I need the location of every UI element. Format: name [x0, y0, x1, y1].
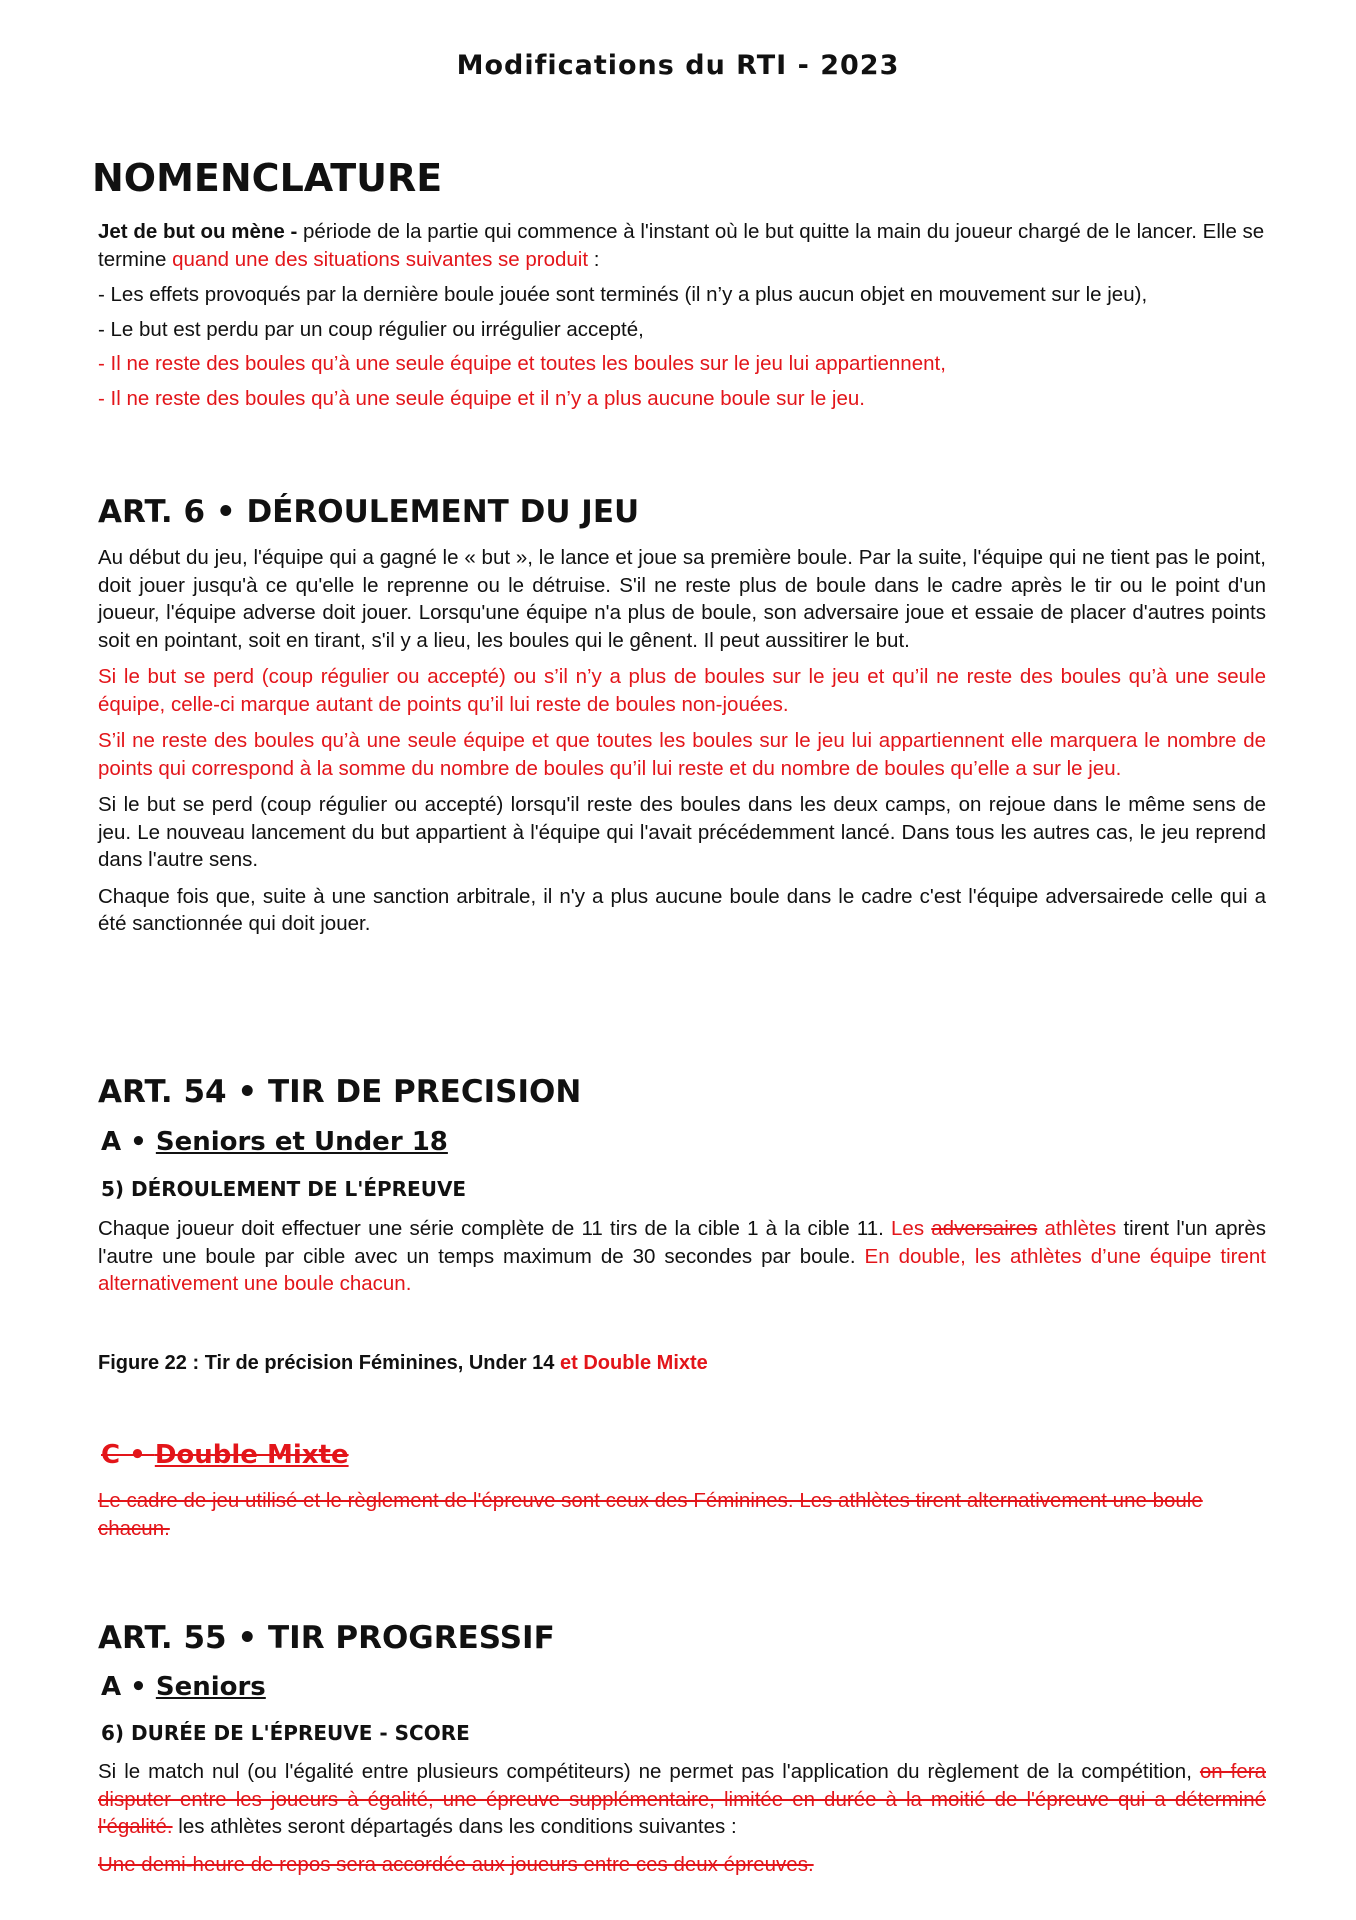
art55-heading: ART. 55 • TIR PROGRESSIF	[98, 1620, 555, 1656]
list-item-added: - Il ne reste des boules qu’à une seule équipe et toutes les boules sur le jeu lui appartiennent,	[98, 352, 946, 375]
art54-body	[98, 1215, 1266, 1298]
added-text: Les	[891, 1217, 932, 1240]
definition-paragraph	[98, 218, 1266, 273]
list-item: - Les effets provoqués par la dernière boule jouée sont terminés (il n’y a plus aucun objet en mouvement sur le jeu),	[98, 283, 1148, 306]
art6-heading: ART. 6 • DÉROULEMENT DU JEU	[98, 494, 640, 530]
art6-paragraph-3-added: S’il ne reste des boules qu’à une seule équipe et que toutes les boules sur le jeu lui appartiennent elle marquera le nombre de points qui correspond à la somme du nombre de boules qu’il lui reste et du nombre de boules qu’elle a sur le jeu.	[98, 729, 1266, 780]
document-title: Modifications du RTI - 2023	[456, 50, 900, 81]
deleted-text: on fera disputer entre les joueurs à égalité, une épreuve supplémentaire, limitée en durée à la moitié de l'épreuve qui a déterminé l'égalité.	[98, 1760, 1266, 1838]
subheading-prefix: A •	[101, 1127, 156, 1157]
caption-text: Figure 22 : Tir de précision Féminines, Under 14	[98, 1352, 560, 1374]
added-text: athlètes	[1037, 1217, 1117, 1240]
definition-added-text: quand une des situations suivantes se produit	[172, 247, 589, 271]
deleted-paragraph: Le cadre de jeu utilisé et le règlement de l'épreuve sont ceux des Féminines. Les athlètes tirent alternativement une boule chacun.	[98, 1489, 1203, 1540]
text-run: Si le match nul (ou l'égalité entre plusieurs compétiteurs) ne permet pas l'application du règlement de la compétition,	[98, 1760, 1200, 1783]
nomenclature-heading: NOMENCLATURE	[92, 156, 443, 200]
deleted-subheading	[101, 1440, 349, 1470]
art6-paragraph-5: Chaque fois que, suite à une sanction arbitrale, il n'y a plus aucune boule dans le cadre c'est l'équipe adversairede celle qui a été sanctionnée qui doit jouer.	[98, 884, 1266, 935]
art6-body	[98, 544, 1266, 938]
list-item-added: - Il ne reste des boules qu’à une seule équipe et il n’y a plus aucune boule sur le jeu.	[98, 386, 865, 410]
caption-added-text: et Double Mixte	[559, 1352, 708, 1374]
subheading-prefix: C •	[101, 1440, 155, 1470]
added-text: En double, les athlètes d’une équipe tirent alternativement une boule chacun.	[98, 1244, 1266, 1295]
art54-heading: ART. 54 • TIR DE PRECISION	[98, 1074, 582, 1110]
art54-subheading	[101, 1127, 448, 1157]
art6-paragraph-4: Si le but se perd (coup régulier ou accepté) lorsqu'il reste des boules dans les deux camps, on rejoue dans le même sens de jeu. Le nouveau lancement du but appartient à l'équipe qui l'avait précédemment lancé. Dans tous les autres cas, le jeu reprend dans l'autre sens.	[98, 793, 1266, 871]
art55-subheading	[101, 1672, 266, 1702]
subheading-label: Seniors et Under 18	[155, 1127, 448, 1157]
text-run: tirent l'un après l'autre une boule par cible avec un temps maximum de 30 secondes par boule.	[98, 1217, 1267, 1268]
art55-paragraph	[98, 1758, 1266, 1841]
figure-caption	[98, 1350, 1266, 1378]
art6-paragraph-2-added: Si le but se perd (coup régulier ou accepté) ou s’il n’y a plus de boules sur le jeu et qu’il ne reste des boules qu’à une seule équipe, celle-ci marque autant de points qu’il lui reste de boules non-jouées.	[98, 665, 1266, 716]
subheading-prefix: A •	[101, 1672, 156, 1702]
text-run: les athlètes seront départagés dans les conditions suivantes :	[172, 1815, 737, 1838]
art55-section-title: 6) DURÉE DE L'ÉPREUVE - SCORE	[101, 1721, 470, 1745]
text-run: Chaque joueur doit effectuer une série complète de 11 tirs de la cible 1 à la cible 11.	[98, 1217, 892, 1240]
definition-text: période de la partie qui commence à l'instant où le but quitte la main du joueur chargé de le lancer. Elle se termine	[98, 220, 1265, 271]
art6-paragraph-1: Au début du jeu, l'équipe qui a gagné le « but », le lance et joue sa première boule. Par la suite, l'équipe qui ne tient pas le point, doit jouer jusqu'à ce qu'elle le reprenne ou le détruise. S'il ne reste plus de boule dans le cadre après le tir ou le point d'un joueur, l'équipe adverse doit jouer. Lorsqu'une équipe n'a plus de boule, son adversaire joue et essaie de placer d'autres points soit en pointant, soit en tirant, s'il y a lieu, les boules qui le gênent. Il peut aussitirer le but.	[98, 546, 1266, 652]
subheading-label: Double Mixte	[154, 1440, 349, 1470]
art54-section-title: 5) DÉROULEMENT DE L'ÉPREUVE	[101, 1177, 467, 1201]
definition-end: :	[588, 247, 600, 271]
list-item: - Le but est perdu par un coup régulier ou irrégulier accepté,	[98, 317, 644, 341]
subheading-label: Seniors	[155, 1672, 266, 1702]
definition-term: Jet de but ou mène -	[98, 220, 298, 243]
art55-body	[98, 1758, 1266, 1878]
deleted-line: Une demi-heure de repos sera accordée aux joueurs entre ces deux épreuves.	[98, 1852, 814, 1876]
nomenclature-definition	[98, 218, 1266, 412]
deleted-text: adversaires	[931, 1217, 1038, 1240]
art54-paragraph	[98, 1215, 1266, 1298]
